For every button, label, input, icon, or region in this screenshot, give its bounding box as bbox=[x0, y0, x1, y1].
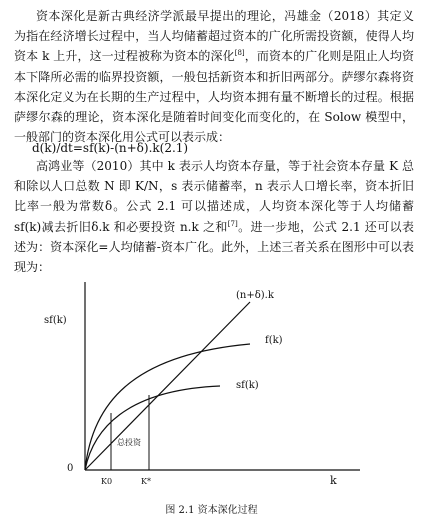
kstar-label: K* bbox=[141, 477, 151, 486]
paragraph-1-text-a: 资本深化是新古典经济学派最早提出的理论，冯雄金（2018）其定义为指在经济增长过程中，当人均储蓄超过资本的广化所需投资额，使得人均资本 k 上升，这一过程被称为资本的深化 bbox=[14, 9, 414, 64]
depreciation-line bbox=[85, 302, 250, 470]
origin-label: 0 bbox=[67, 463, 74, 474]
citation-superscript-1: [8] bbox=[234, 49, 245, 58]
paragraph-2-text-b: 。进一步地，公式 2.1 还可以表述为：资本深化=人均储蓄-资本广化。此外，上述三者关系在图形中可以表现为： bbox=[14, 219, 414, 275]
fk-curve bbox=[85, 344, 250, 470]
paragraph-2-text-a: 高鸿业等（2010）其中 k 表示人均资本存量，等于社会资本存量 K 总和除以人口总数 N 即 K/N，s 表示储蓄率，n 表示人口增长率，资本折旧比率一般为常数δ。公式 2.1 可以描述成，人均资本深化等于人均储蓄 sf(k)减去折旧δ.k 和必要投资 n.k 之和 bbox=[14, 159, 414, 234]
citation-superscript-2: [7] bbox=[227, 219, 238, 228]
sfk-curve bbox=[85, 386, 220, 470]
fk-curve-label: f(k) bbox=[265, 335, 283, 346]
depreciation-line-label: (n+δ).k bbox=[236, 290, 274, 301]
x-axis-label: k bbox=[330, 474, 337, 487]
total-investment-label: 总投资 bbox=[117, 438, 141, 447]
figure-caption: 图 2.1 资本深化过程 bbox=[165, 505, 258, 516]
k0-label: K0 bbox=[101, 477, 113, 486]
paragraph-1-text-b: ，而资本的广化则是阻止人均资本下降所必需的临界投资额，一般包括新资本和折旧两部分。萨缪尔森将资本深化定义为在长期的生产过程中，人均资本拥有量不断增长的过程。根据萨缪尔森的理论，资本深化是随着时间变化而变化的，在 Solow 模型中，一般部门的资本深化用公式可以表示成： bbox=[14, 49, 414, 145]
y-axis-label: sf(k) bbox=[44, 315, 67, 326]
sfk-curve-label: sf(k) bbox=[236, 380, 259, 391]
formula-2-1: d(k)/dt=sf(k)-(n+δ).k(2.1) bbox=[32, 141, 189, 155]
